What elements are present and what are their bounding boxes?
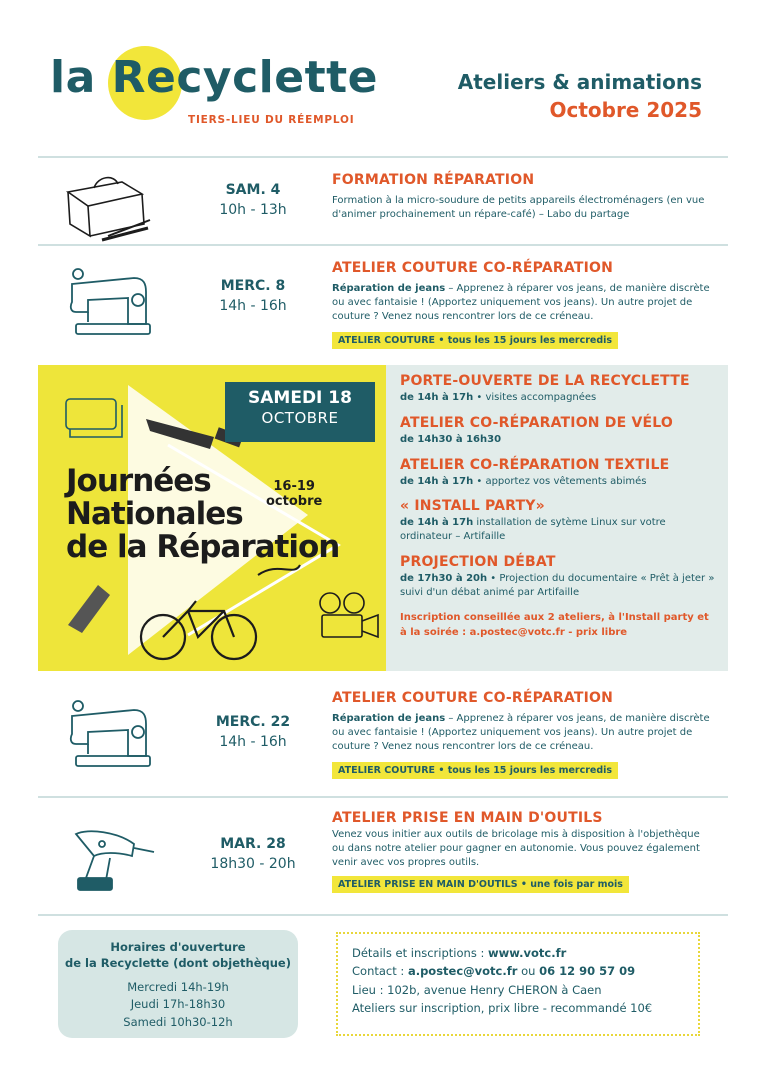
sewing-machine-icon [58,696,158,776]
poster-headline-line: de la Réparation [66,528,340,565]
program-item [400,373,718,405]
poster-date-month: OCTOBRE [261,409,339,427]
event-day: SAM. 4 [225,182,281,198]
event-row [38,684,728,788]
opening-hours-subtitle: de la Recyclette (dont objethèque) [65,955,291,970]
event-date [178,278,328,314]
program-item-time: de 14h30 à 16h30 [400,433,502,445]
event-description [332,712,712,754]
program-item [400,498,718,544]
logo-tagline: TIERS-LIEU DU RÉEMPLOI [188,114,355,126]
poster-date-day: SAMEDI 18 [248,388,352,408]
event-description-text: – Apprenez à réparer vos jeans, de manière discrète ou avec fantaisie ! (Apportez uniquement vos jeans). Un autre projet de couture ? Venez nous rencontrer lors de ce créneau. [332,713,710,752]
program-item-desc [400,516,718,544]
event-hours: 18h30 - 20h [210,856,296,872]
event-description-text: – Apprenez à réparer vos jeans, de manière discrète ou avec fantaisie ! (Apportez uniquement vos jeans). Un autre projet de couture ? Venez nous rencontrer lors de ce créneau. [332,283,710,322]
opening-hours-line: Samedi 10h30-12h [123,1014,233,1029]
program-item-time: de 17h30 à 20h [400,572,488,584]
event-title: ATELIER COUTURE CO-RÉPARATION [332,260,613,276]
jnr-poster [38,365,386,671]
event-hours: 14h - 16h [219,734,287,750]
program-item-title: PROJECTION DÉBAT [400,553,556,570]
opening-hours-list [58,979,298,1031]
program-item-time: de 14h à 17h [400,392,474,403]
event-row [38,254,728,358]
page-title: Ateliers & animations [457,70,702,94]
program-item [400,457,718,489]
event-title: ATELIER COUTURE CO-RÉPARATION [332,690,613,706]
event-description-bold: Réparation de jeans [332,713,446,724]
program-item-desc [400,475,718,489]
jnr-band [38,365,728,671]
event-badge [332,876,629,893]
event-date [178,836,328,872]
sewing-machine-icon [58,264,158,344]
registration-note: Inscription conseillée aux 2 ateliers, à l'Install party et à la soirée : a.postec@votc.fr - prix libre [400,611,709,638]
phone-number[interactable]: 06 12 90 57 09 [539,964,636,979]
event-description-text: Venez vous initier aux outils de bricolage mis à disposition à l'objethèque ou dans notre atelier pour gagner en autonomie. Vous pouvez également venir avec vos propres outils. [332,829,700,868]
program-item-title: « INSTALL PARTY» [400,498,545,515]
program-item-text: • Projection du documentaire « Prêt à jeter » suivi d'un débat animé par Artifaille [400,572,715,598]
program-item-text: installation de sytème Linux sur votre ordinateur – Artifaille [400,517,666,543]
badge-frequency: • tous les 15 jours les mercredis [435,765,613,776]
event-day: MAR. 28 [220,836,286,852]
header-title-block [458,70,702,122]
event-hours: 10h - 13h [219,202,287,218]
program-item-desc [400,572,718,600]
toolbox-icon [58,170,158,250]
opening-hours-line: Jeudi 17h-18h30 [130,997,226,1012]
divider [38,914,728,916]
logo-wordmark: la Recyclette [50,52,378,103]
event-description [332,282,712,324]
program-item-time: de 14h à 17h [400,475,474,487]
opening-hours-title: Horaires d'ouverture [110,940,246,954]
opening-hours-box [58,930,298,1038]
website-link[interactable]: www.votc.fr [488,946,567,960]
poster-dates [266,480,322,510]
event-hours: 14h - 16h [219,298,287,314]
poster-headline-line: Journées [66,463,211,499]
event-day: MERC. 22 [215,714,291,730]
event-row [38,166,728,242]
event-date [178,714,328,750]
badge-frequency: • une fois par mois [517,879,623,890]
badge-label: ATELIER PRISE EN MAIN D'OUTILS [338,879,518,890]
email-link[interactable]: a.postec@votc.fr [407,964,518,979]
event-title: FORMATION RÉPARATION [332,172,535,188]
event-content [332,810,712,893]
divider [38,156,728,158]
event-date [178,182,328,218]
pricing-line: Ateliers sur inscription, prix libre - recommandé 10€ [352,1001,653,1016]
event-badge [332,762,618,779]
event-content [332,260,712,349]
poster-dates-range: 16-19 [273,479,315,494]
event-description-bold: Réparation de jeans [332,283,446,294]
event-row [38,806,728,906]
contact-or: ou [517,964,540,979]
program-item-time: de 14h à 17h [400,517,474,529]
event-day: MERC. 8 [220,278,286,294]
program-item-title: ATELIER CO-RÉPARATION DE VÉLO [400,414,673,431]
event-content [332,690,712,779]
badge-frequency: • tous les 15 jours les mercredis [435,335,613,346]
program-item [400,554,718,600]
badge-label: ATELIER COUTURE [338,765,436,776]
poster-dates-month: octobre [266,493,323,509]
details-label: Détails et inscriptions : [352,946,488,960]
program-item-title: ATELIER CO-RÉPARATION TEXTILE [400,456,670,473]
poster-date-flag [225,382,375,442]
contact-box [336,932,700,1036]
contact-label: Contact : [352,964,408,979]
poster-headline-line: Nationales [66,495,243,532]
program-item [400,415,718,447]
divider [38,796,728,798]
contact-line [352,962,684,980]
event-badge [332,332,618,349]
program-item-text: • visites accompagnées [473,392,597,403]
drill-icon [58,818,158,898]
jnr-program [400,373,718,640]
program-item-desc [400,433,718,447]
event-description-text: Formation à la micro-soudure de petits appareils électroménagers (en vue d'animer prochainement un répare-café) – Labo du partage [332,195,705,220]
event-description [332,194,712,222]
program-item-desc [400,391,718,405]
program-item-text: • apportez vos vêtements abimés [473,475,647,487]
divider [38,244,728,246]
program-item-title: PORTE-OUVERTE DE LA RECYCLETTE [400,373,690,389]
event-content [332,172,712,222]
logo [50,44,380,134]
badge-label: ATELIER COUTURE [338,335,436,346]
opening-hours-line: Mercredi 14h-19h [127,980,229,995]
event-title: ATELIER PRISE EN MAIN D'OUTILS [332,810,603,826]
page-month: Octobre 2025 [549,98,702,122]
address-line: Lieu : 102b, avenue Henry CHERON à Caen [352,982,602,997]
contact-details-line [352,944,684,962]
event-description [332,828,712,870]
